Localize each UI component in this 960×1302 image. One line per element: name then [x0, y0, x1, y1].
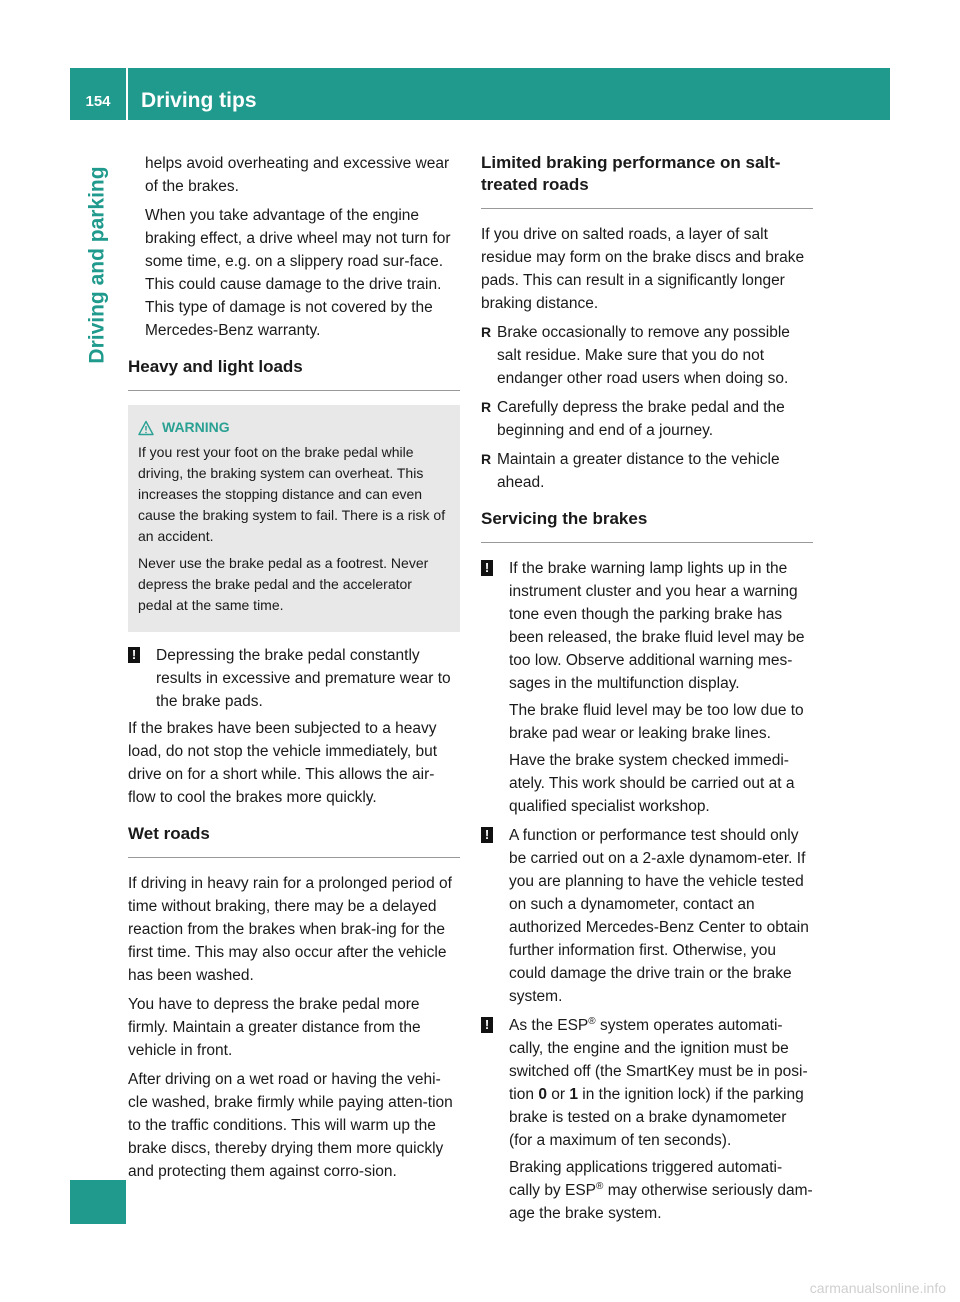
watermark: carmanualsonline.info: [809, 1280, 946, 1296]
list-item: R Maintain a greater distance to the vehicle ahead.: [481, 448, 813, 494]
exclamation-icon: !: [481, 560, 493, 576]
warning-triangle-icon: [138, 420, 154, 436]
note-text: [509, 1014, 813, 1152]
page-number: 154: [85, 93, 111, 110]
exclamation-icon: !: [128, 647, 140, 663]
list-item: R Brake occasionally to remove any possible salt residue. Make sure that you do not endanger other road users when doing so.: [481, 321, 813, 390]
position-0: 0: [538, 1086, 547, 1103]
note-text: Have the brake system checked immedi-ately. This work should be carried out at a qualified specialist workshop.: [509, 752, 795, 815]
text-span: system operates automati-cally, the engine and the ignition must be switched off (the SmartKey must be in posi-tion: [509, 1017, 808, 1103]
text-span: As the ESP: [509, 1017, 589, 1034]
note-esp: [481, 1014, 813, 1225]
right-column: [481, 152, 813, 1229]
registered-mark: ®: [596, 1180, 604, 1192]
section-title: Driving tips: [141, 89, 257, 112]
exclamation-icon: !: [481, 827, 493, 843]
wet-paragraph-3: After driving on a wet road or having the vehi-cle washed, brake firmly while paying atten-tion to the traffic conditions. This will warm up the brake discs, thereby drying them more quickly and protecting them against corro-sion.: [128, 1071, 453, 1180]
text-span: Braking applications triggered automati-cally by ESP: [509, 1159, 783, 1199]
note-text: If the brake warning lamp lights up in the instrument cluster and you hear a warning tone even though the parking brake has been released, the brake fluid level may be too low. Observe additional warning mes-sages in the multifunction display.: [509, 560, 805, 692]
salt-paragraph: If you drive on salted roads, a layer of salt residue may form on the brake discs and brake pads. This can result in a significantly longer braking distance.: [481, 226, 805, 312]
registered-mark: ®: [588, 1015, 596, 1027]
text-span: in the ignition lock) if the parking brake is tested on a brake dynamometer (for a maximum of ten seconds).: [509, 1086, 804, 1149]
list-item: R Carefully depress the brake pedal and the beginning and end of a journey.: [481, 396, 813, 442]
side-tab-block: [70, 1180, 126, 1224]
warning-box: [128, 405, 460, 632]
note-text: [509, 1156, 813, 1225]
note-text: The brake fluid level may be too low due to brake pad wear or leaking brake lines.: [509, 702, 804, 742]
note-dynamometer: [481, 824, 813, 1008]
warning-header: [138, 417, 450, 438]
note-warning-lamp: [481, 557, 813, 818]
wet-paragraph-1: If driving in heavy rain for a prolonged period of time without braking, there may be a delayed reaction from the brakes when brak-ing for the first time. This may also occur after the vehicle has been washed.: [128, 875, 452, 984]
intro-paragraph-2: When you take advantage of the engine braking effect, a drive wheel may not turn for some time, e.g. on a slippery road sur-face. This could cause damage to the drive train. This type of damage is not covered by the Mercedes-Benz warranty.: [145, 207, 451, 339]
header-divider: [126, 68, 128, 120]
warning-label: WARNING: [162, 419, 230, 435]
heading-heavy-loads: Heavy and light loads: [128, 356, 460, 391]
wet-paragraph-2: You have to depress the brake pedal more firmly. Maintain a greater distance from the vehicle in front.: [128, 996, 421, 1059]
note-brake-wear: [128, 644, 460, 713]
heading-servicing: Servicing the brakes: [481, 508, 813, 543]
warning-paragraph-1: If you rest your foot on the brake pedal while driving, the braking system can overheat. This increases the stopping distance and can even cause the braking system to fail. There is a risk of an accident.: [138, 444, 446, 544]
heading-wet-roads: Wet roads: [128, 823, 460, 858]
note-text: A function or performance test should only be carried out on a 2-axle dynamom-eter. If you are planning to have the vehicle tested on such a dynamometer, contact an authorized Mercedes-Benz Center to obtain further information first. Otherwise, you could damage the drive train or the brake system.: [509, 827, 809, 1005]
heavy-load-paragraph: If the brakes have been subjected to a heavy load, do not stop the vehicle immediately, but drive on for a short while. This allows the air-flow to cool the brakes more quickly.: [128, 720, 438, 806]
heading-salt-roads: Limited braking performance on salt-treated roads: [481, 152, 813, 209]
warning-paragraph-2: Never use the brake pedal as a footrest. Never depress the brake pedal and the accelerator pedal at the same time.: [138, 555, 429, 613]
note-text: Depressing the brake pedal constantly results in excessive and premature wear to the brake pads.: [156, 647, 451, 710]
left-column: [128, 152, 460, 1189]
salt-bullet-list: [481, 321, 813, 494]
intro: [128, 152, 460, 342]
position-1: 1: [569, 1086, 578, 1103]
text-span: may otherwise seriously dam-age the brake system.: [509, 1182, 813, 1222]
intro-paragraph-1: helps avoid overheating and excessive wear of the brakes.: [145, 155, 450, 195]
text-span: or: [546, 1086, 570, 1103]
side-tab: [70, 166, 126, 364]
exclamation-icon: !: [481, 1017, 493, 1033]
side-tab-label: Driving and parking: [86, 166, 110, 364]
